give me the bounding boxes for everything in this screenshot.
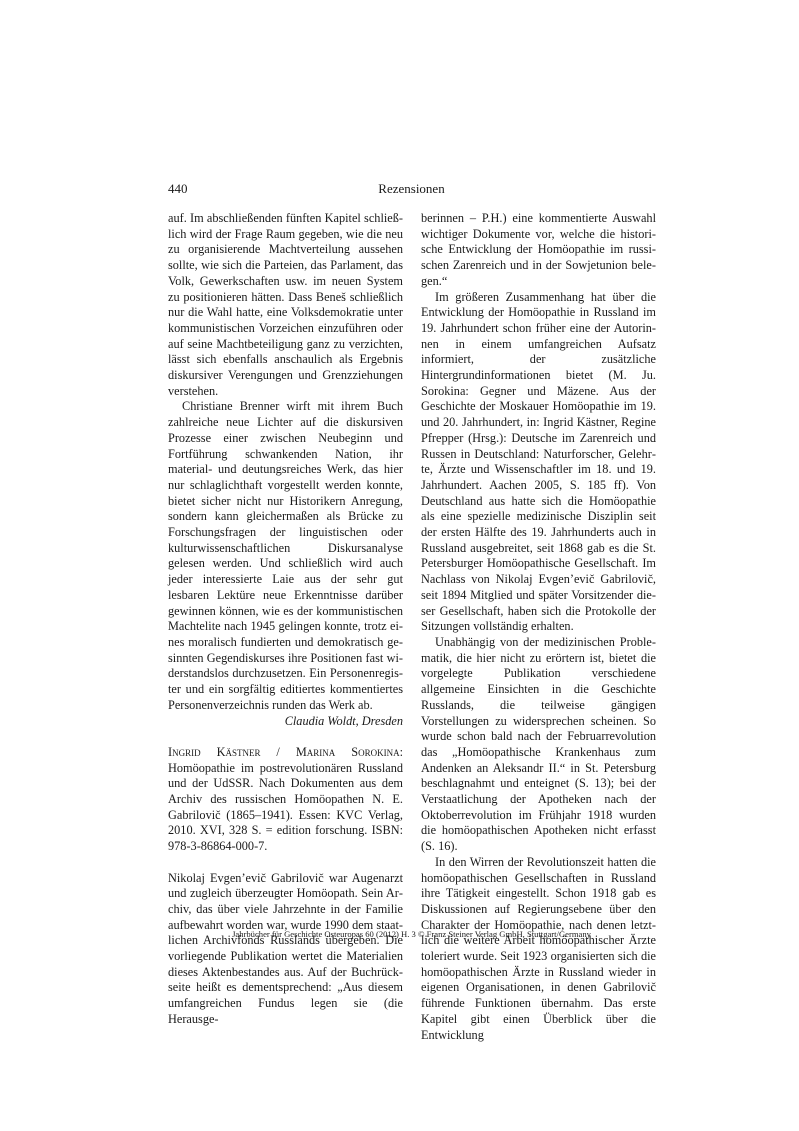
review-authors: Ingrid Kästner / Marina Sorokina xyxy=(168,744,400,759)
review-bibliographic-entry xyxy=(168,745,403,855)
spacer xyxy=(168,729,403,745)
paragraph: In den Wirren der Revolutionszeit hatten die homöopathischen Gesellschaften in Russland ihre Tätigkeit eingestellt. Schon 1918 gab es Diskussionen auf Regierungsebene über den Charakter der Homöopathie, nach denen letztlich die weitere Arbeit homöopathischer Ärzte toleriert wurde. Seit 1923 organisierten sich die homöopathischen Ärzte in Russland wieder in eigenen Organisationen, in denen Gabrilovič führende Funktionen übernahm. Das erste Kapitel gibt einen Überblick über die Entwicklung xyxy=(421,854,656,1042)
right-column xyxy=(421,211,656,1043)
paragraph: berinnen – P.H.) eine kommentierte Auswahl wichtiger Dokumente vor, welche die historische Entwicklung der Homöopathie im russischen Zarenreich und in der Sowjetunion belegen.“ xyxy=(421,211,656,288)
page-number: 440 xyxy=(168,181,188,196)
page-footer: Jahrbücher für Geschichte Osteuropas 60 (2012) H. 3 © Franz Steiner Verlag GmbH, Stuttgart/Germany xyxy=(232,929,591,939)
left-column xyxy=(168,211,403,1028)
paragraph: Nikolaj Evgen’evič Gabrilovič war Augenarzt und zugleich überzeugter Homöopath. Sein Archiv, das über viele Jahrzehnte in der Familie aufbewahrt worden war, wurde 1990 dem staatlichen Archivfonds Russlands übergeben. Die vorliegende Publikation wertet die Materialien dieses Aktenbestandes aus. Auf der Buchrückseite heißt es dementsprechend: „Aus diesem umfangreichen Fundus legen sie (die Herausge- xyxy=(168,870,403,1026)
page-header xyxy=(168,180,655,198)
paragraph: Christiane Brenner wirft mit ihrem Buch zahlreiche neue Lichter auf die diskursiven Prozesse einer zwischen Neubeginn und Fortführung schwankenden Nation, ihr material- und deutungsreiches Werk, das hier nur schlaglichthaft vorgestellt werden konnte, bietet sicher nicht nur Historikern Anregung, sondern kann gleichermaßen als Brücke zu Forschungsfragen der linguistischen oder kulturwissenschaftlichen Diskursanalyse gelesen werden. Und schließlich wird auch jeder interessierte Laie aus der sehr gut lesbaren Lektüre neue Erkenntnisse darüber gewinnen können, wie es der kommunistischen Machtelite nach 1945 gelingen konnte, trotz eines moralisch fundierten und demokratisch gesinnten Gegendiskurses ihre Positionen fast widerstandslos durchzusetzen. Ein Personenregister und ein sorgfältig editiertes kommentiertes Personenverzeichnis runden das Werk ab. xyxy=(168,399,403,712)
paragraph: Im größeren Zusammenhang hat über die Entwicklung der Homöopathie in Russland im 19. Jahrhundert schon früher eine der Autorinnen in einem umfangreichen Aufsatz informiert, der zusätzliche Hintergrundinformationen bietet (M. Ju. Sorokina: Gegner und Mäzene. Aus der Geschichte der Moskauer Homöopathie im 19. und 20. Jahrhundert, in: Ingrid Kästner, Regine Pfrepper (Hrsg.): Deutsche im Zarenreich und Russen in Deutschland: Naturforscher, Gelehrte, Ärzte und Wissenschaftler im 18. und 19. Jahrhundert. Aachen 2005, S. 185 ff). Von Deutschland aus hatte sich die Homöopathie als eine spezielle medizinische Disziplin seit der ersten Hälfte des 19. Jahrhunderts auch in Russland ausgebreitet, seit 1868 gab es die St. Petersburger Homöopathische Gesellschaft. Im Nachlass von Nikolaj Evgen’evič Gabrilovič, seit 1894 Mitglied und später Vorsitzender dieser Gesellschaft, haben sich die Protokolle der Sitzungen vollständig erhalten. xyxy=(421,289,656,634)
paragraph: auf. Im abschließenden fünften Kapitel schließlich wird der Frage Raum gegeben, wie die neu zu organisierende Machtverteilung aussehen sollte, wie sich die Parteien, das Parlament, das Volk, Gewerkschaften usw. im neuen System zu positionieren hätten. Dass Beneš schließlich nur die Wahl hatte, eine Volksdemokratie unter kommunistischen Vorzeichen einzuführen oder auf seine Machtbeteiligung ganz zu verzichten, lässt sich ebenfalls anschaulich als Ergebnis diskursiver Verengungen und Grenzziehungen verstehen. xyxy=(168,211,403,398)
spacer xyxy=(168,855,403,871)
reviewer-signature: Claudia Woldt, Dresden xyxy=(284,713,403,728)
running-head: Rezensionen xyxy=(378,181,445,196)
paragraph: Unabhängig von der medizinischen Problematik, die hier nicht zu erörtern ist, bietet die vorgelegte Publikation verschiedene allgemeine Einsichten in die Geschichte Russlands, die teilweise gängigen Vorstellungen zu widersprеchen scheinen. So wurde schon bald nach der Februarrevolution das „Homöopathische Krankenhaus zum Andenken an Aleksandr II.“ in St. Petersburg beschlagnahmt und enteignet (S. 13); bei der Verstaatlichung der Apotheken nach der Oktoberrevolution im Frühjahr 1918 wurden die homöopathischen Apotheken nicht erfasst (S. 16). xyxy=(421,634,656,854)
review-title: : Homöopathie im postrevolutionären Russland und der UdSSR. Nach Dokumenten aus dem Archiv des russischen Homöopathen N. E. Gabrilovič (1865–1941). Essen: KVC Verlag, 2010. XVI, 328 S. = edition forschung. ISBN: 978-3-86864-000-7. xyxy=(168,744,403,854)
